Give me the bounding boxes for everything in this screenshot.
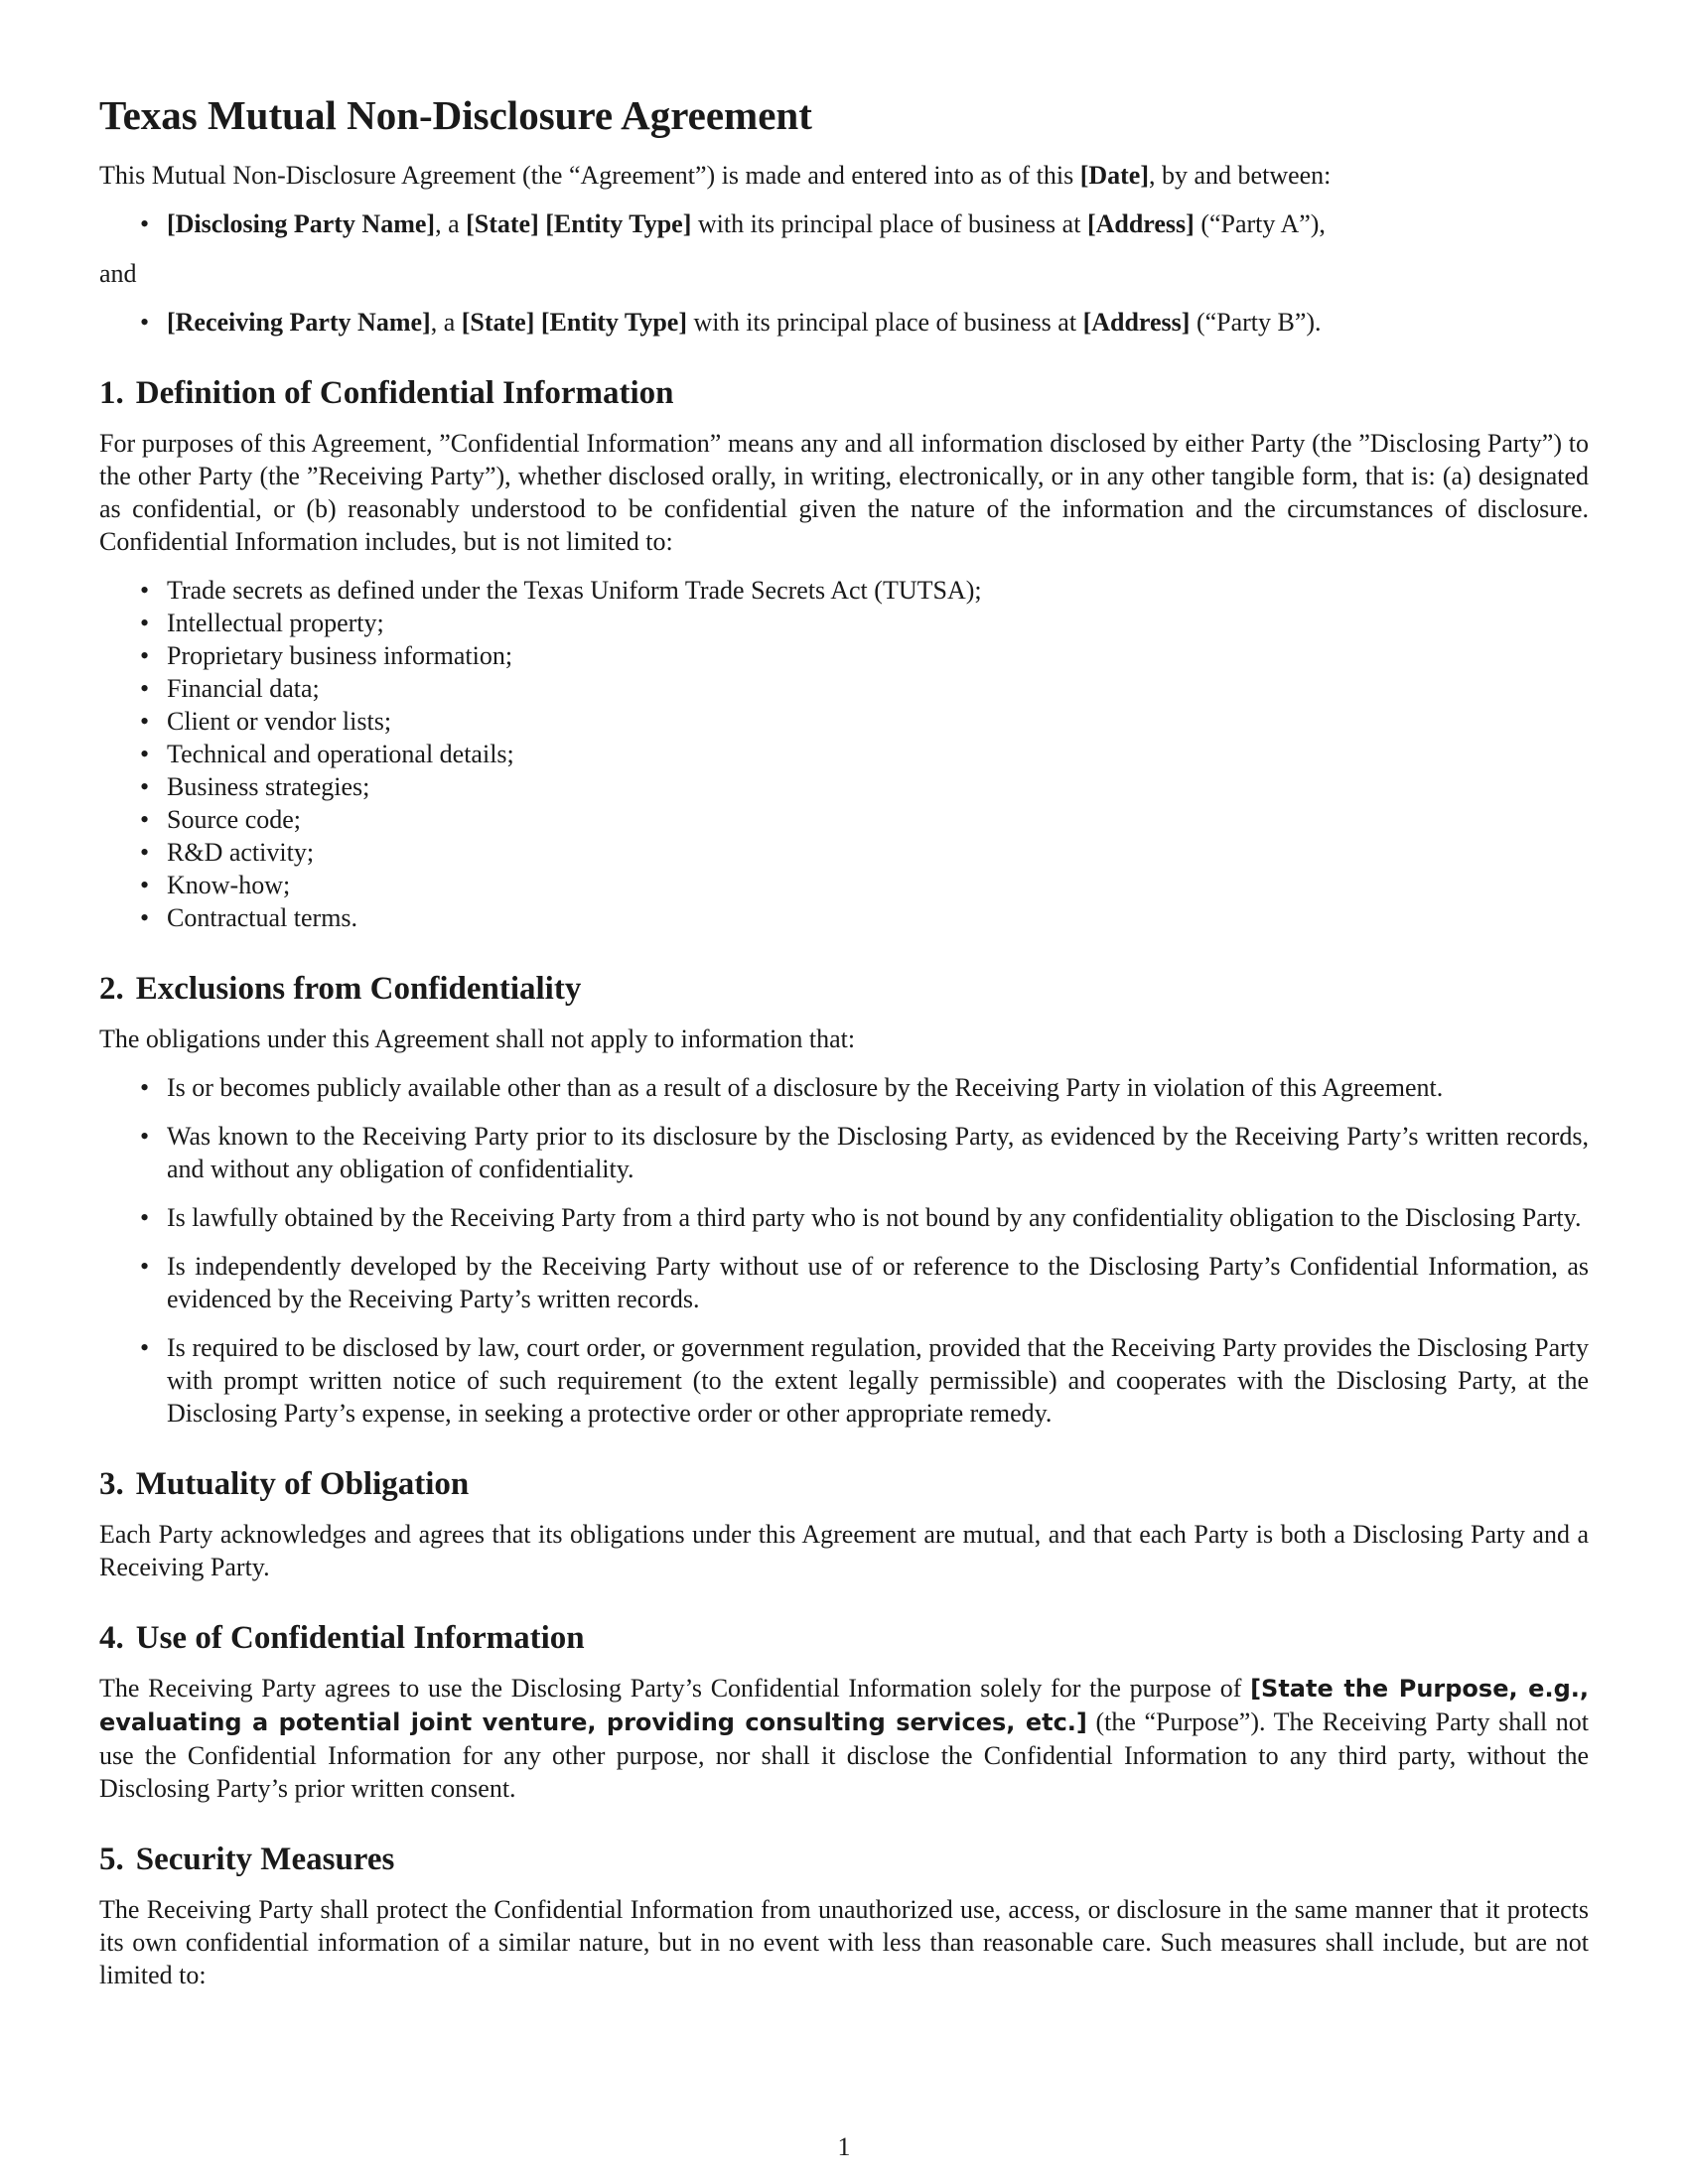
section-2-list [99,1071,1589,1430]
document-page [99,60,1589,1991]
section-1-heading: 1. Definition of Confidential Information [99,375,674,411]
list-item: • Contractual terms. [167,901,1589,934]
party-a-item: • [Disclosing Party Name], a [State] [Entity Type] with its principal place of business at [Address] (“Party A”), [167,207,1589,240]
section-3-heading: 3. Mutuality of Obligation [99,1466,470,1502]
section-4-heading: 4. Use of Confidential Information [99,1620,585,1656]
list-item: • Is or becomes publicly available other than as a result of a disclosure by the Receiving Party in violation of this Agreement. [167,1071,1589,1104]
and-text: and [99,259,137,288]
section-4-body: The Receiving Party agrees to use the Disclosing Party’s Confidential Information solely for the purpose of [State the Purpose, e.g., evaluating a potential joint venture, providing consulting services, etc.] (the “Purpose”). The Receiving Party shall not use the Confidential Information for any other purpose, nor shall it disclose the Confidential Information to any third party, without the Disclosing Party’s prior written consent. [99,1674,1589,1803]
section-2-heading: 2. Exclusions from Confidentiality [99,971,582,1007]
list-item: • Proprietary business information; [167,639,1589,672]
list-item: • Technical and operational details; [167,738,1589,770]
list-item: • Is lawfully obtained by the Receiving Party from a third party who is not bound by any confidentiality obligation to the Disclosing Party. [167,1201,1589,1234]
section-1-list [99,574,1589,934]
page-number: 1 [837,2132,851,2161]
intro-paragraph: This Mutual Non-Disclosure Agreement (the “Agreement”) is made and entered into as of this [Date], by and between: [99,161,1332,190]
party-b-list [99,306,1589,339]
list-item: • Is required to be disclosed by law, court order, or government regulation, provided that the Receiving Party provides the Disclosing Party with prompt written notice of such requirement (to the extent legally permissible) and cooperates with the Disclosing Party, at the Disclosing Party’s expense, in seeking a protective order or other appropriate remedy. [167,1331,1589,1430]
section-3-body: Each Party acknowledges and agrees that its obligations under this Agreement are mutual, and that each Party is both a Disclosing Party and a Receiving Party. [99,1520,1589,1581]
section-2-body: The obligations under this Agreement shall not apply to information that: [99,1024,856,1053]
list-item: • Intellectual property; [167,607,1589,639]
section-5-body: The Receiving Party shall protect the Confidential Information from unauthorized use, access, or disclosure in the same manner that it protects its own confidential information of a similar nature, but in no event with less than reasonable care. Such measures shall include, but are not limited to: [99,1895,1589,1989]
list-item: • Business strategies; [167,770,1589,803]
list-item: • Source code; [167,803,1589,836]
list-item: • Is independently developed by the Receiving Party without use of or reference to the Disclosing Party’s Confidential Information, as evidenced by the Receiving Party’s written records. [167,1250,1589,1315]
section-5-heading: 5. Security Measures [99,1842,395,1877]
date-placeholder: [Date] [1079,161,1150,190]
list-item: • Financial data; [167,672,1589,705]
list-item: • R&D activity; [167,836,1589,869]
list-item: • Client or vendor lists; [167,705,1589,738]
list-item: • Know-how; [167,869,1589,901]
section-1-body: For purposes of this Agreement, ”Confidential Information” means any and all information disclosed by either Party (the ”Disclosing Party”) to the other Party (the ”Receiving Party”), whether disclosed orally, in writing, electronically, or in any other tangible form, that is: (a) designated as confidential, or (b) reasonably understood to be confidential given the nature of the information and the circumstances of disclosure. Confidential Information includes, but is not limited to: [99,429,1589,556]
purpose-placeholder: [State the Purpose, e.g., evaluating a potential joint venture, providing consulting services, etc.] [99,1675,1589,1736]
document-title: Texas Mutual Non-Disclosure Agreement [99,92,812,138]
party-a-list [99,207,1589,240]
party-b-item: • [Receiving Party Name], a [State] [Entity Type] with its principal place of business at [Address] (“Party B”). [167,306,1589,339]
list-item: • Was known to the Receiving Party prior to its disclosure by the Disclosing Party, as evidenced by the Receiving Party’s written records, and without any obligation of confidentiality. [167,1120,1589,1185]
list-item: • Trade secrets as defined under the Texas Uniform Trade Secrets Act (TUTSA); [167,574,1589,607]
